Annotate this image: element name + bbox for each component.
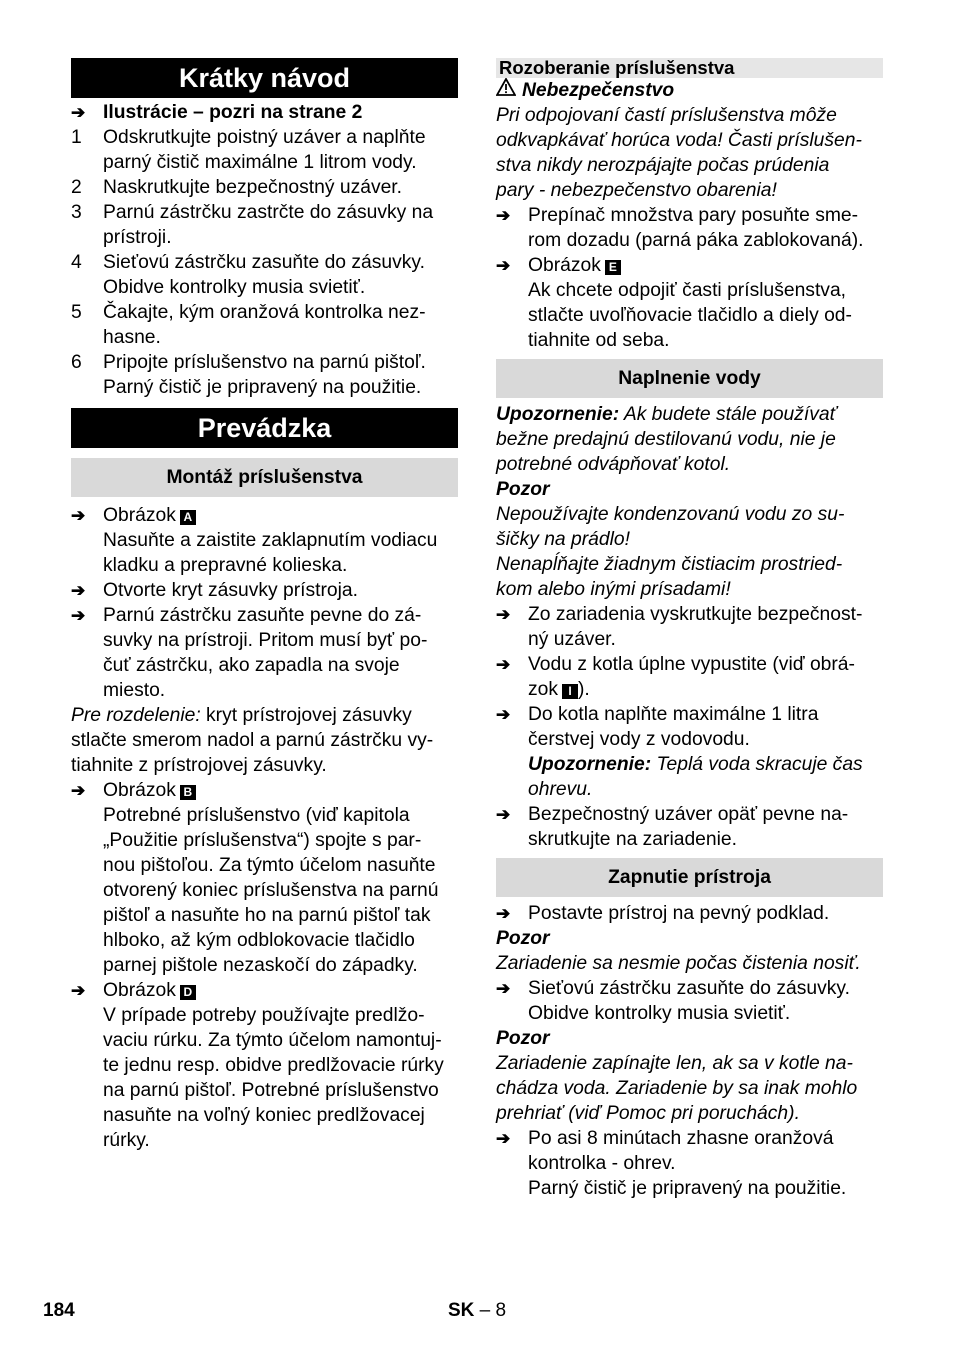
heading-accessory-mounting: Montáž príslušenstva <box>71 458 458 497</box>
arrow-right-icon: ➔ <box>496 655 511 674</box>
figure-label: Obrázok <box>103 780 176 801</box>
text-line: Vodu z kotla úplne vypustite (viď obrá- <box>528 654 855 675</box>
intro-text: Ilustrácie – pozri na strane 2 <box>103 102 363 123</box>
text-line: Prepínač množstva pary posuňte sme- <box>528 205 859 226</box>
step-text: prístroji. <box>103 227 172 248</box>
text-line: skrutkujte na zariadenie. <box>528 829 737 850</box>
note-label: Upozornenie: <box>496 404 620 425</box>
text-line: parnej pištole nezaskočí do západky. <box>103 955 418 976</box>
text-line: Teplá voda skracuje čas <box>651 754 863 775</box>
plug-item <box>71 603 458 703</box>
step-number: 1 <box>71 127 82 148</box>
text-line: Otvorte kryt zásuvky prístroja. <box>103 580 359 601</box>
arrow-right-icon: ➔ <box>71 581 86 600</box>
unscrew-item <box>496 602 883 652</box>
arrow-right-icon: ➔ <box>496 805 511 824</box>
text-line: ohrevu. <box>528 779 593 800</box>
arrow-right-icon: ➔ <box>496 206 511 225</box>
text-line: Zo zariadenia vyskrutkujte bezpečnost- <box>528 604 863 625</box>
text-line: prehriať (viď Pomoc pri poruchách). <box>496 1103 800 1124</box>
text-line: zok <box>528 679 559 700</box>
text-line: kom alebo inými prísadami! <box>496 579 731 600</box>
text-line: Do kotla naplňte maximálne 1 litra <box>528 704 819 725</box>
caution-label: Pozor <box>496 1028 550 1049</box>
caution-label: Pozor <box>496 479 550 500</box>
open-cover-item <box>71 578 458 603</box>
right-column <box>496 58 883 1201</box>
arrow-right-icon: ➔ <box>496 904 511 923</box>
danger-label: Nebezpečenstvo <box>522 80 675 101</box>
figure-a-item <box>71 503 458 578</box>
left-column <box>71 58 458 1153</box>
section-number: – 8 <box>474 1300 507 1321</box>
text-line: Potrebné príslušenstvo (viď kapitola <box>103 805 410 826</box>
steps-list <box>71 125 458 400</box>
danger-heading <box>496 78 883 103</box>
step-text: Parnú zástrčku zastrčte do zásuvky na <box>103 202 434 223</box>
step-number: 4 <box>71 252 82 273</box>
figure-letter-a-badge: A <box>180 510 196 525</box>
step-number: 2 <box>71 177 82 198</box>
text-line: tiahnite z prístrojovej zásuvky. <box>71 755 327 776</box>
text-line: suvky na prístroji. Pritom musí byť po- <box>103 630 428 651</box>
heading-switch-on: Zapnutie prístroja <box>496 858 883 897</box>
figure-letter-e-badge: E <box>605 260 621 275</box>
text-line: kladku a prepravné kolieska. <box>103 555 348 576</box>
text-line: Bezpečnostný uzáver opäť pevne na- <box>528 804 849 825</box>
heading-water-filling: Naplnenie vody <box>496 359 883 398</box>
text-line: potrebné odvápňovať kotol. <box>496 454 731 475</box>
distilled-water-note <box>496 402 883 477</box>
arrow-right-icon: ➔ <box>496 256 511 275</box>
text-line: ný uzáver. <box>528 629 616 650</box>
wait-item <box>496 1126 883 1201</box>
step-item <box>71 250 458 300</box>
text-line: ). <box>578 679 590 700</box>
place-item <box>496 901 883 926</box>
text-line: Ak chcete odpojiť časti príslušenstva, <box>528 280 847 301</box>
step-item <box>71 125 458 175</box>
text-line: nasuňte na voľný koniec predlžovacej <box>103 1105 425 1126</box>
caution-text <box>496 1051 883 1126</box>
text-line: bežne predajnú destilovanú vodu, nie je <box>496 429 836 450</box>
text-line: Nenapĺňajte žiadnym čistiacim prostried- <box>496 554 843 575</box>
page-number-text: 184 <box>43 1300 75 1321</box>
note-label: Upozornenie: <box>528 754 652 775</box>
step-text: Obidve kontrolky musia svietiť. <box>103 277 366 298</box>
mains-plug-item <box>496 976 883 1026</box>
figure-e-item <box>496 253 883 353</box>
text-line: Parnú zástrčku zasuňte pevne do zá- <box>103 605 422 626</box>
heading-operation: Prevádzka <box>71 408 458 448</box>
step-text: Odskrutkujte poistný uzáver a naplňte <box>103 127 426 148</box>
text-line: vaciu rúrku. Za týmto účelom namontuj- <box>103 1030 442 1051</box>
text-line: miesto. <box>103 680 166 701</box>
text-line: kryt prístrojovej zásuvky <box>200 705 412 726</box>
figure-b-item <box>71 778 458 978</box>
step-item <box>71 200 458 250</box>
step-item <box>71 300 458 350</box>
fill-item <box>496 702 883 802</box>
text-line: Po asi 8 minútach zhasne oranžová <box>528 1128 834 1149</box>
arrow-right-icon: ➔ <box>71 981 86 1000</box>
text-line: Zariadenie zapínajte len, ak sa v kotle na- <box>496 1053 853 1074</box>
text-line: pištoľ a nasuňte ho na parnú pištoľ tak <box>103 905 431 926</box>
text-line: na parnú pištoľ. Potrebné príslušenstvo <box>103 1080 439 1101</box>
step-item <box>71 350 458 400</box>
page-number <box>43 1298 75 1323</box>
caution-text <box>496 502 883 602</box>
text-line: šičky na prádlo! <box>496 529 630 550</box>
page-section <box>448 1298 506 1323</box>
text-line: stlačte smerom nadol a parnú zástrčku vy- <box>71 730 434 751</box>
text-line: Obidve kontrolky musia svietiť. <box>528 1003 791 1024</box>
text-line: Ak budete stále používať <box>619 404 837 425</box>
arrow-right-icon: ➔ <box>71 606 86 625</box>
text-line: čuť zástrčku, ako zapadla na svoje <box>103 655 400 676</box>
step-text: Parný čistič je pripravený na použitie. <box>103 377 422 398</box>
step-text: Čakajte, kým oranžová kontrolka nez- <box>103 302 426 323</box>
step-number: 5 <box>71 302 82 323</box>
step-text: Pripojte príslušenstvo na parnú pištoľ. <box>103 352 426 373</box>
text-line: „Použitie príslušenstva“) spojte s par- <box>103 830 422 851</box>
caution-text: Zariadenie sa nesmie počas čistenia nosiť. <box>496 953 861 974</box>
step-number: 6 <box>71 352 82 373</box>
figure-letter-b-badge: B <box>180 785 196 800</box>
danger-text <box>496 103 883 203</box>
arrow-right-icon: ➔ <box>71 506 86 525</box>
step-text: Sieťovú zástrčku zasuňte do zásuvky. <box>103 252 425 273</box>
arrow-right-icon: ➔ <box>71 781 86 800</box>
text-line: stlačte uvoľňovacie tlačidlo a diely od- <box>528 305 852 326</box>
arrow-right-icon: ➔ <box>496 705 511 724</box>
text-line: Parný čistič je pripravený na použitie. <box>528 1178 847 1199</box>
text-line: Nepoužívajte kondenzovanú vodu zo su- <box>496 504 845 525</box>
text-line: pary - nebezpečenstvo obarenia! <box>496 180 777 201</box>
text-line: Postavte prístroj na pevný podklad. <box>528 903 830 924</box>
text-line: Sieťovú zástrčku zasuňte do zásuvky. <box>528 978 850 999</box>
steam-switch-item <box>496 203 883 253</box>
text-line: V prípade potreby používajte predlžo- <box>103 1005 425 1026</box>
figure-d-item <box>71 978 458 1153</box>
text-line: nou pištoľou. Za týmto účelom nasuňte <box>103 855 436 876</box>
note-label: Pre rozdelenie: <box>71 705 201 726</box>
figure-letter-i-badge: I <box>562 684 578 699</box>
text-line: tiahnite od seba. <box>528 330 670 351</box>
text-line: rúrky. <box>103 1130 150 1151</box>
arrow-right-icon: ➔ <box>71 103 86 122</box>
arrow-right-icon: ➔ <box>496 979 511 998</box>
text-line: chádza voda. Zariadenie by sa inak mohlo <box>496 1078 858 1099</box>
caution-label: Pozor <box>496 928 550 949</box>
figure-label: Obrázok <box>528 255 601 276</box>
arrow-right-icon: ➔ <box>496 605 511 624</box>
heading-quick-guide: Krátky návod <box>71 58 458 98</box>
screw-item <box>496 802 883 852</box>
text-line: rom dozadu (parná páka zablokovaná). <box>528 230 864 251</box>
step-number: 3 <box>71 202 82 223</box>
warning-triangle-icon <box>496 78 522 103</box>
text-line: hlboko, až kým odblokovacie tlačidlo <box>103 930 415 951</box>
text-line: odkvapkávať horúca voda! Časti príslušen- <box>496 130 862 151</box>
text-line: Nasuňte a zaistite zaklapnutím vodiacu <box>103 530 438 551</box>
text-line: stva nikdy nerozpájajte počas prúdenia <box>496 155 830 176</box>
text-line: te jednu resp. obidve predlžovacie rúrky <box>103 1055 444 1076</box>
text-line: čerstvej vody z vodovodu. <box>528 729 750 750</box>
step-text: hasne. <box>103 327 161 348</box>
language-code: SK <box>448 1300 475 1321</box>
arrow-right-icon: ➔ <box>496 1129 511 1148</box>
text-line: otvorený koniec príslušenstva na parnú <box>103 880 439 901</box>
separation-note <box>71 703 458 778</box>
intro-line <box>71 100 458 125</box>
step-text: Naskrutkujte bezpečnostný uzáver. <box>103 177 403 198</box>
figure-letter-d-badge: D <box>180 985 196 1000</box>
drain-item <box>496 652 883 702</box>
heading-accessory-removal: Rozoberanie príslušenstva <box>496 58 883 78</box>
text-line: kontrolka - ohrev. <box>528 1153 676 1174</box>
text-line: Pri odpojovaní častí príslušenstva môže <box>496 105 837 126</box>
figure-label: Obrázok <box>103 980 176 1001</box>
figure-label: Obrázok <box>103 505 176 526</box>
step-item <box>71 175 458 200</box>
step-text: parný čistič maximálne 1 litrom vody. <box>103 152 417 173</box>
